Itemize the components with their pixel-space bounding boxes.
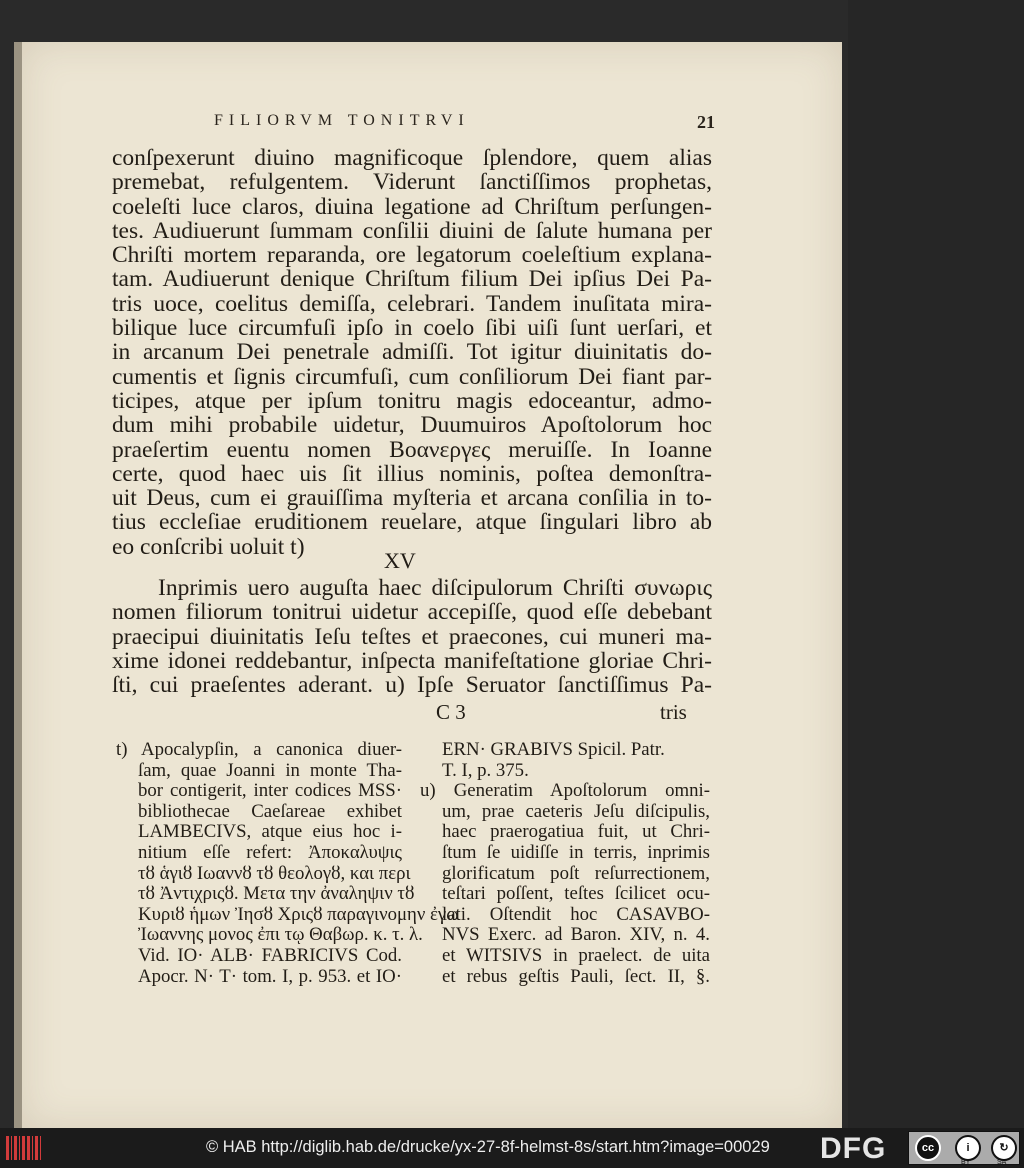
footnote-line: T. I, p. 375. [442, 759, 529, 781]
running-title: FILIORVM TONITRVI [214, 112, 470, 129]
copyright-link[interactable]: © HAB http://diglib.hab.de/drucke/yx-27-8f-helmst-8s/start.htm?image=00029 [206, 1138, 770, 1156]
text-line: tam. Audiuerunt denique Chriſtum filium Dei ipſius Dei Pa- [112, 266, 712, 293]
footnote-line: Apocr. N· T· tom. I, p. 953. et IO· [138, 965, 402, 987]
text-line: tius eccleſiae eruditionem reuelare, atque ſingulari libro ab [112, 509, 712, 536]
text-line: bilique luce circumfuſi ipſo in coelo ſibi uiſi ſunt uerſari, et [112, 315, 712, 342]
text-line: uit Deus, cum ei grauiſſima myſteria et arcana conſilia in to- [112, 485, 712, 512]
dfg-logo: DFG [820, 1132, 887, 1165]
text-line: tes. Audiuerunt ſummam conſilii diuini de ſalute humana per [112, 217, 712, 244]
catchword: tris [660, 700, 687, 724]
text-line: conſpexerunt diuino magnificoque ſplendore, quem alias [112, 145, 712, 171]
text-line: coeleſti luce claros, diuina legatione ad Chriſtum perſungen- [112, 193, 712, 220]
cc-license-badge[interactable] [908, 1131, 1020, 1165]
footnote-line: τȣ Ἀντιχριςȣ. Μετα την ἀναληψιν τȣ [138, 883, 415, 905]
text-line: certe, quod haec uis ſit illius nominis, poſtea demonſtra- [112, 460, 712, 487]
footnote-line: LAMBECIVS, atque eius hoc i- [138, 821, 402, 843]
footnote-line: haec praerogatiua fuit, ut Chri- [442, 821, 710, 843]
signature-mark: C 3 [436, 700, 466, 724]
text-line: Inprimis uero auguſta haec diſcipulorum Chriſti συνωρις [158, 575, 712, 601]
text-line: Chriſti mortem reparanda, ore legatorum coeleſtium explana- [112, 242, 712, 269]
footnote-line: bibliothecae Caeſareae exhibet [138, 800, 402, 822]
text-line: eo conſcribi uoluit t) [112, 533, 305, 560]
footnote-line: Vid. IO· ALB· FABRICIVS Cod. [138, 944, 402, 966]
text-line: xime idonei reddebantur, inſpecta manifeſtatione gloriae Chri- [112, 647, 712, 674]
footnote-line: lati. Oſtendit hoc CASAVBO- [442, 903, 710, 925]
footnote-line: ERN· GRABIVS Spicil. Patr. [442, 739, 665, 760]
footnote-line: glorificatum poſt reſurrectionem, [442, 862, 710, 884]
footnote-line: NVS Exerc. ad Baron. XIV, n. 4. [442, 924, 710, 946]
page-edge [14, 42, 22, 1128]
text-line: ticipes, atque per ipſum tonitru magis edoceantur, admo- [112, 387, 712, 414]
cc-icon: cc [915, 1135, 941, 1161]
footnote-line: et WITSIVS in praelect. de uita [442, 944, 710, 966]
text-line: praecipui diuinitatis Ieſu teſtes et praecones, cui muneri ma- [112, 623, 712, 650]
footnote-line: τȣ ἁγιȣ Ιωαννȣ τȣ θεολογȣ, και περι [138, 862, 411, 884]
footnote-line: Κυριȣ ἡμων Ἰησȣ Χριςȣ παραγινομην ἐγω [138, 903, 459, 925]
footnote-line: ſam, quae Joanni in monte Tha- [138, 759, 402, 781]
share-alike-icon: ↻ [991, 1135, 1017, 1161]
attribution-icon: i [955, 1135, 981, 1161]
footnote-line: t) Apocalypſin, a canonica diuer- [116, 739, 402, 760]
scan-dark-margin [848, 0, 1024, 1128]
second-paragraph [112, 576, 712, 697]
page-header [120, 112, 715, 142]
section-number: XV [384, 548, 416, 573]
footnote-line: teſtari poſſent, teſtes ſcilicet ocu- [442, 883, 710, 905]
footnotes-right-column [420, 740, 710, 987]
barcode-icon [6, 1136, 46, 1160]
footnote-line: ſtum ſe uidiſſe in terris, inprimis [442, 841, 710, 863]
text-line: tris uoce, coelitus demiſſa, celebrari. Tandem inuſitata mira- [112, 290, 712, 317]
viewer-footer [0, 1128, 1024, 1168]
cc-by-label: BY [961, 1159, 971, 1166]
footnote-line: nitium eſſe refert: Ἀποκαλυψις [138, 841, 402, 863]
main-paragraph [112, 146, 712, 559]
footnotes-left-column [116, 739, 459, 987]
footnote-line: um, prae caeteris Jeſu diſcipulis, [442, 800, 710, 822]
text-line: premebat, refulgentem. Viderunt ſanctiſſimos prophetas, [112, 169, 712, 196]
text-line: nomen filiorum tonitrui uidetur accepiſſe, quod eſſe debebant [112, 599, 712, 626]
text-line: praeſertim euentu nomen Βοανεργες meruiſſe. In Ioanne [112, 436, 712, 463]
page-number: 21 [697, 112, 715, 132]
text-line: in arcanum Dei penetrale admiſſi. Tot igitur diuinitatis do- [112, 339, 712, 366]
text-line: cumentis et ſignis circumfuſi, cum conſiliorum Dei fiant par- [112, 363, 712, 390]
cc-sa-label: SA [997, 1159, 1007, 1166]
text-line: ſti, cui praeſentes aderant. u) Ipſe Seruator ſanctiſſimus Pa- [112, 672, 712, 699]
footnote-line: et rebus geſtis Pauli, ſect. II, §. [442, 965, 710, 987]
footnote-line: u) Generatim Apoſtolorum omni- [420, 780, 710, 802]
text-line: dum mihi probabile uidetur, Duumuiros Apoſtolorum hoc [112, 412, 712, 439]
footnote-line: bor contigerit, inter codices MSS· [138, 780, 402, 802]
footnote-line: Ἰωαννης μονος ἐπι τῳ Θαβωρ. κ. τ. λ. [138, 924, 423, 946]
